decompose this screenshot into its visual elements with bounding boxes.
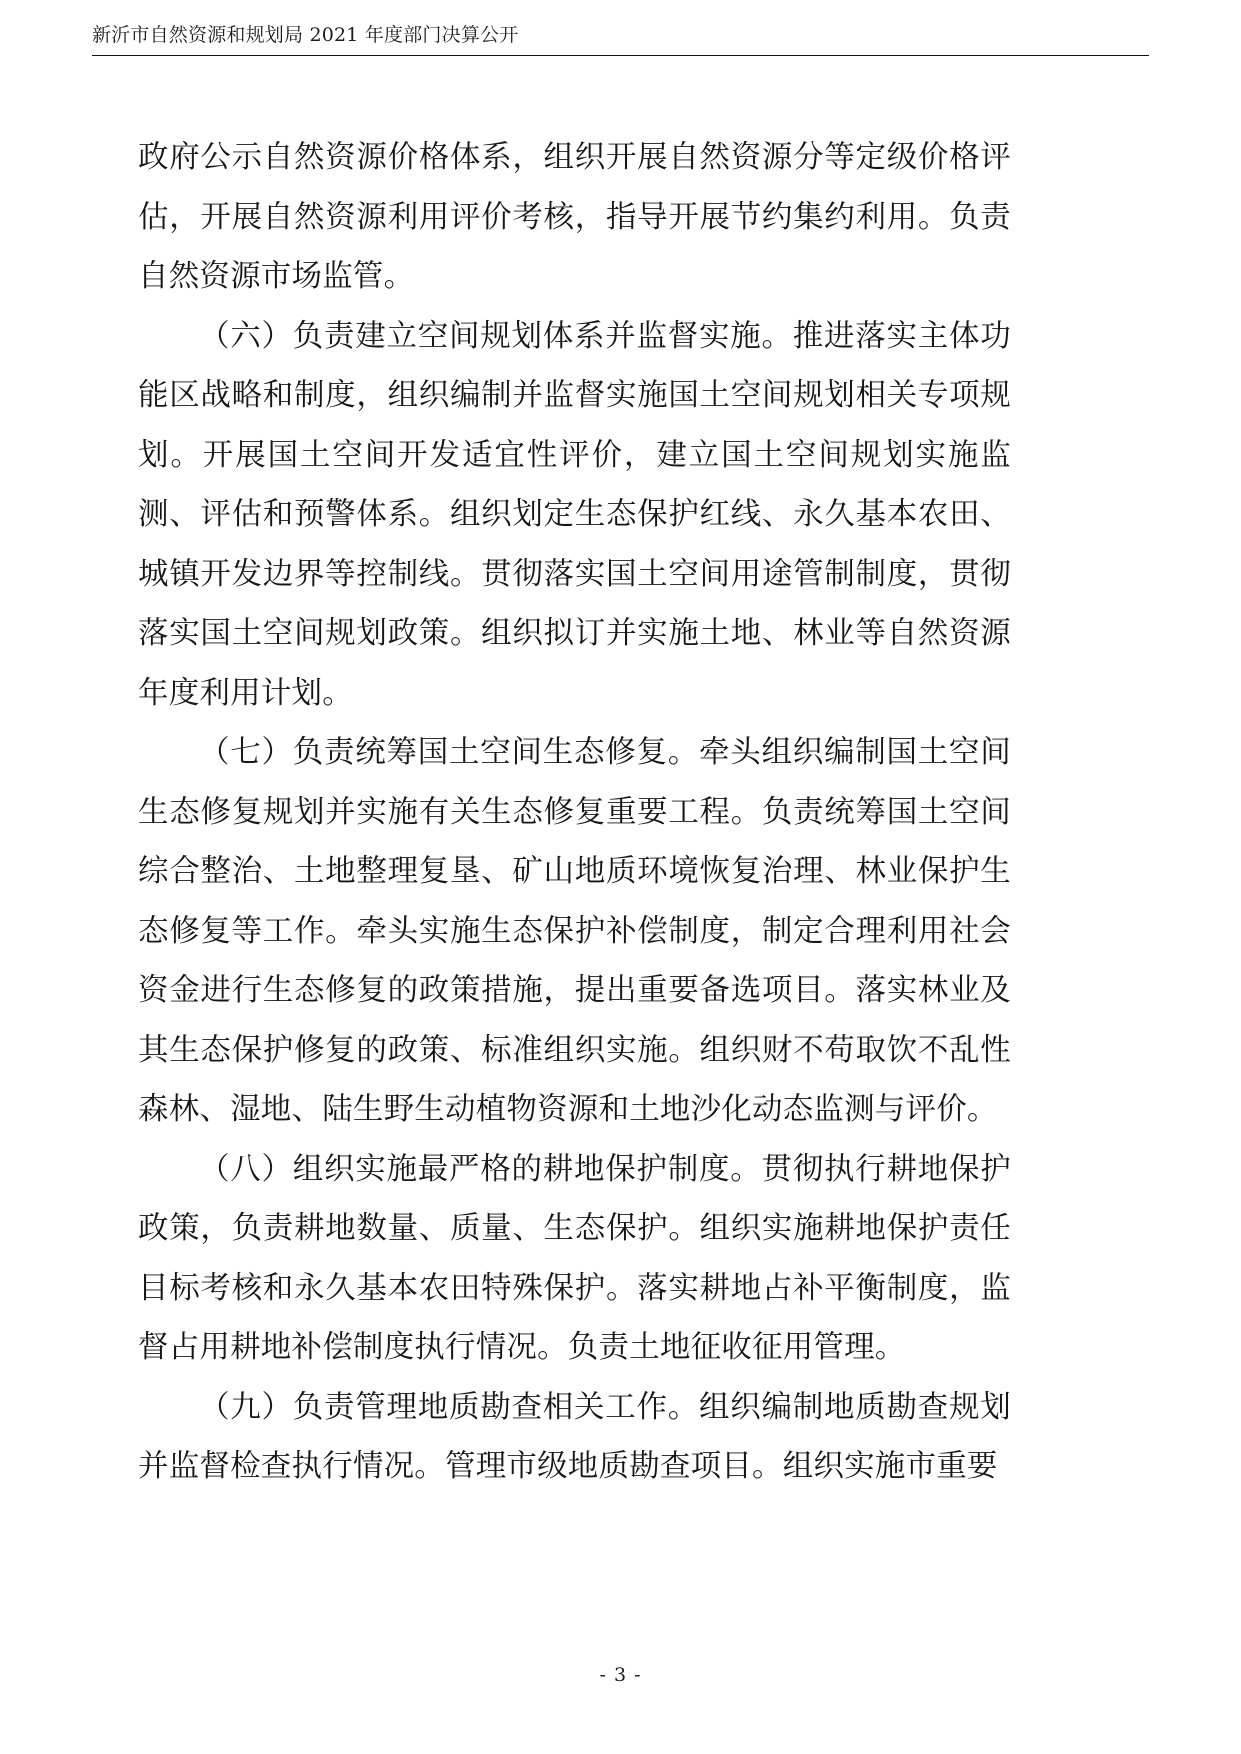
paragraph-continued-five: 政府公示自然资源价格体系，组织开展自然资源分等定级价格评估，开展自然资源利用评价考核，指导开展节约集约利用。负责自然资源市场监管。 xyxy=(138,140,1011,294)
header-title: 新沂市自然资源和规划局 2021 年度部门决算公开 xyxy=(92,24,519,46)
page-footer xyxy=(0,1664,1241,1686)
paragraph-item-nine: （九）负责管理地质勘查相关工作。组织编制地质勘查规划并监督检查执行情况。管理市级地质勘查项目。组织实施市重要 xyxy=(138,1389,1011,1484)
paragraph-item-six: （六）负责建立空间规划体系并监督实施。推进落实主体功能区战略和制度，组织编制并监督实施国土空间规划相关专项规划。开展国土空间开发适宜性评价，建立国土空间规划实施监测、评估和预警体系。组织划定生态保护红线、永久基本农田、城镇开发边界等控制线。贯彻落实国土空间用途管制制度，贯彻落实国土空间规划政策。组织拟订并实施土地、林业等自然资源年度利用计划。 xyxy=(138,318,1011,711)
paragraph-item-eight: （八）组织实施最严格的耕地保护制度。贯彻执行耕地保护政策，负责耕地数量、质量、生态保护。组织实施耕地保护责任目标考核和永久基本农田特殊保护。落实耕地占补平衡制度，监督占用耕地补偿制度执行情况。负责土地征收征用管理。 xyxy=(138,1151,1011,1365)
page-header xyxy=(92,22,1149,56)
paragraph-item-seven: （七）负责统筹国土空间生态修复。牵头组织编制国土空间生态修复规划并实施有关生态修复重要工程。负责统筹国土空间综合整治、土地整理复垦、矿山地质环境恢复治理、林业保护生态修复等工作。牵头实施生态保护补偿制度，制定合理利用社会资金进行生态修复的政策措施，提出重要备选项目。落实林业及其生态保护修复的政策、标准组织实施。组织财不苟取饮不乱性森林、湿地、陆生野生动植物资源和土地沙化动态监测与评价。 xyxy=(138,735,1011,1127)
document-body xyxy=(138,128,1011,1497)
header-divider xyxy=(92,55,1149,56)
page-number: - 3 - xyxy=(599,1664,642,1686)
